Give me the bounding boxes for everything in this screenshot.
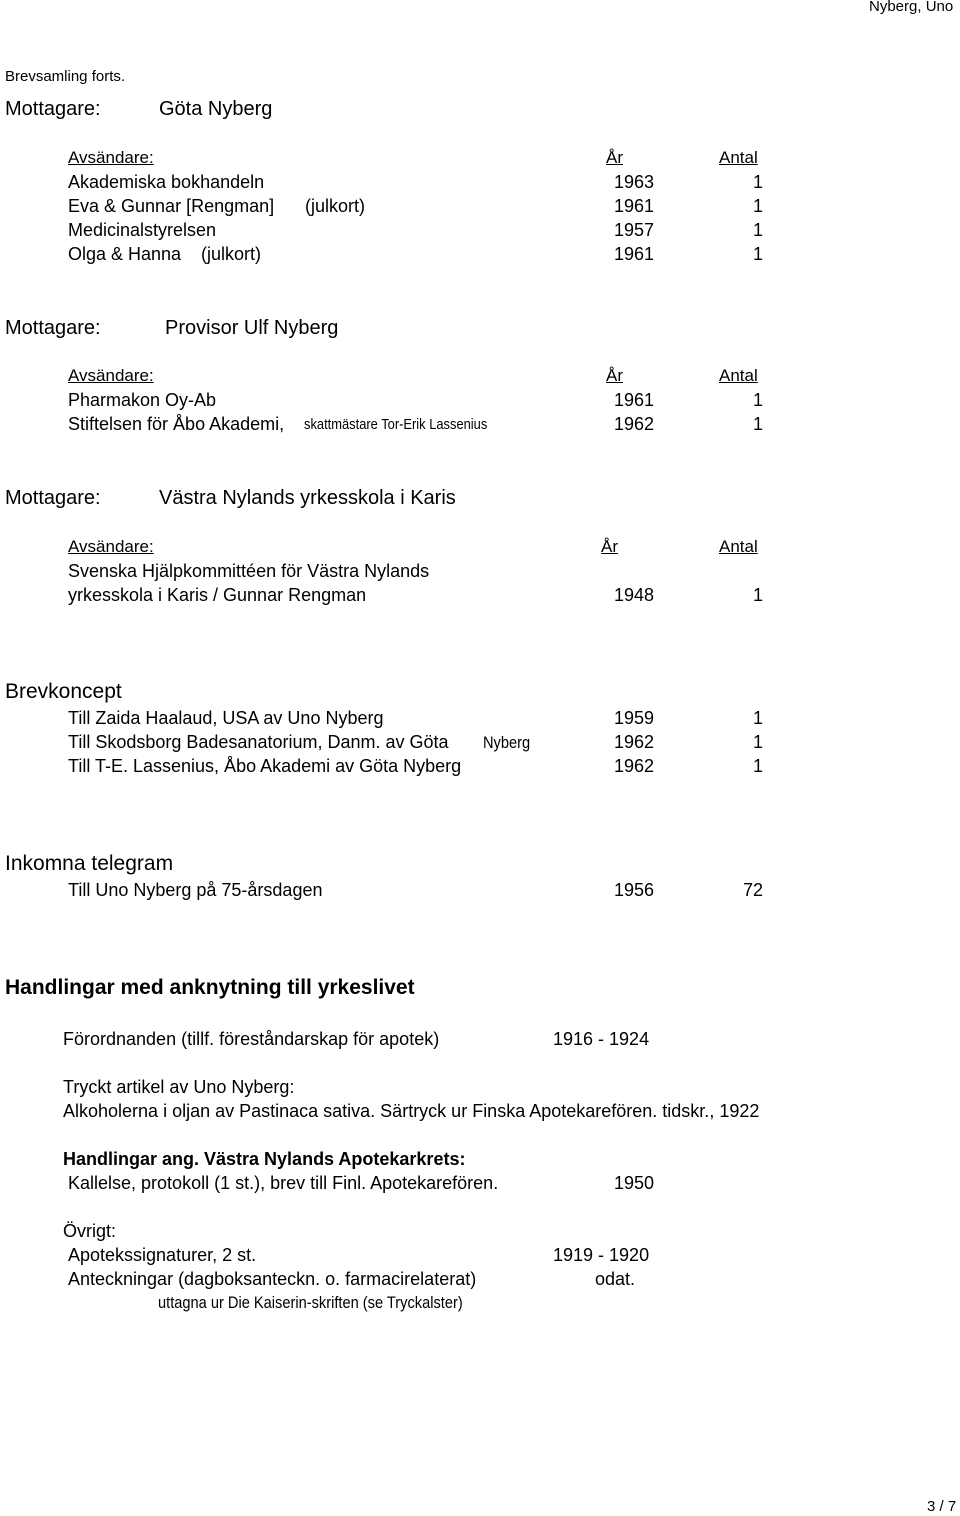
other-item-years: odat. <box>595 1269 636 1289</box>
sender-name: Medicinalstyrelsen <box>68 220 217 240</box>
sender-name: yrkesskola i Karis / Gunnar Rengman <box>68 585 367 605</box>
letter-year: 1948 <box>614 585 655 605</box>
letter-count: 1 <box>753 732 764 752</box>
letter-count: 1 <box>753 172 764 192</box>
draft-letter-note <box>483 734 538 751</box>
other-note-text: uttagna ur Die Kaiserin-skriften (se Tryckalster) <box>158 1293 463 1312</box>
sender-note: (julkort) <box>305 196 366 216</box>
column-header-sender: Avsändare: <box>68 148 154 167</box>
draft-letter: Till T-E. Lassenius, Åbo Akademi av Göta Nyberg <box>68 756 462 776</box>
page-header-title: Nyberg, Uno <box>869 0 954 15</box>
letter-count: 1 <box>753 585 764 605</box>
recipient-name: Västra Nylands yrkesskola i Karis <box>159 487 456 509</box>
printed-article-text: Alkoholerna i oljan av Pastinaca sativa. Särtryck ur Finska Apotekarefören. tidskr., 1922 <box>63 1101 760 1121</box>
letter-count: 1 <box>753 708 764 728</box>
letter-count: 1 <box>753 196 764 216</box>
appointments-years: 1916 - 1924 <box>553 1029 650 1049</box>
sender-note-text: skattmästare Tor-Erik Lassenius <box>304 416 488 433</box>
sender-name: Pharmakon Oy-Ab <box>68 390 217 410</box>
section-label: Brevsamling forts. <box>5 68 126 85</box>
sender-note: (julkort) <box>201 244 262 264</box>
sender-name: Akademiska bokhandeln <box>68 172 265 192</box>
other-title: Övrigt: <box>63 1221 117 1241</box>
other-item: Anteckningar (dagboksanteckn. o. farmacirelaterat) <box>68 1269 477 1289</box>
sender-name: Olga & Hanna <box>68 244 182 264</box>
letter-count: 1 <box>753 244 764 264</box>
column-header-count: Antal <box>719 366 758 385</box>
sender-note <box>304 417 517 432</box>
sender-name: Stiftelsen för Åbo Akademi, <box>68 414 285 434</box>
letter-count: 1 <box>753 414 764 434</box>
letter-year: 1957 <box>614 220 655 240</box>
letter-year: 1961 <box>614 390 655 410</box>
draft-letter-note-text: Nyberg <box>483 733 531 752</box>
printed-article-title: Tryckt artikel av Uno Nyberg: <box>63 1077 295 1097</box>
section-title-brevkoncept: Brevkoncept <box>5 680 122 703</box>
column-header-count: Antal <box>719 148 758 167</box>
district-documents-title: Handlingar ang. Västra Nylands Apotekarkrets: <box>63 1149 466 1169</box>
recipient-name: Provisor Ulf Nyberg <box>165 317 339 339</box>
column-header-year: År <box>606 366 623 385</box>
district-documents-text: Kallelse, protokoll (1 st.), brev till Finl. Apotekarefören. <box>68 1173 499 1193</box>
telegram-year: 1956 <box>614 880 655 900</box>
column-header-sender: Avsändare: <box>68 366 154 385</box>
column-header-year: År <box>601 537 618 556</box>
other-note <box>158 1294 512 1311</box>
other-item: Apotekssignaturer, 2 st. <box>68 1245 257 1265</box>
letter-year: 1959 <box>614 708 655 728</box>
section-title-handlingar: Handlingar med anknytning till yrkeslivet <box>5 976 415 999</box>
sender-name: Svenska Hjälpkommittéen för Västra Nylands <box>68 561 430 581</box>
letter-year: 1961 <box>614 196 655 216</box>
letter-count: 1 <box>753 220 764 240</box>
letter-year: 1962 <box>614 756 655 776</box>
letter-year: 1962 <box>614 732 655 752</box>
appointments-text: Förordnanden (tillf. föreståndarskap för apotek) <box>63 1029 440 1049</box>
draft-letter: Till Zaida Haalaud, USA av Uno Nyberg <box>68 708 384 728</box>
column-header-count: Antal <box>719 537 758 556</box>
telegram-text: Till Uno Nyberg på 75-årsdagen <box>68 880 323 900</box>
recipient-label: Mottagare: <box>5 98 101 120</box>
recipient-label: Mottagare: <box>5 487 101 509</box>
letter-year: 1961 <box>614 244 655 264</box>
letter-count: 1 <box>753 390 764 410</box>
recipient-name: Göta Nyberg <box>159 98 273 120</box>
column-header-sender: Avsändare: <box>68 537 154 556</box>
telegram-count: 72 <box>743 880 764 900</box>
page-number: 3 / 7 <box>927 1498 957 1515</box>
district-documents-year: 1950 <box>614 1173 655 1193</box>
other-item-years: 1919 - 1920 <box>553 1245 650 1265</box>
draft-letter: Till Skodsborg Badesanatorium, Danm. av Göta <box>68 732 449 752</box>
section-title-telegram: Inkomna telegram <box>5 852 174 875</box>
recipient-label: Mottagare: <box>5 317 101 339</box>
column-header-year: År <box>606 148 623 167</box>
letter-count: 1 <box>753 756 764 776</box>
letter-year: 1962 <box>614 414 655 434</box>
letter-year: 1963 <box>614 172 655 192</box>
sender-name: Eva & Gunnar [Rengman] <box>68 196 275 216</box>
